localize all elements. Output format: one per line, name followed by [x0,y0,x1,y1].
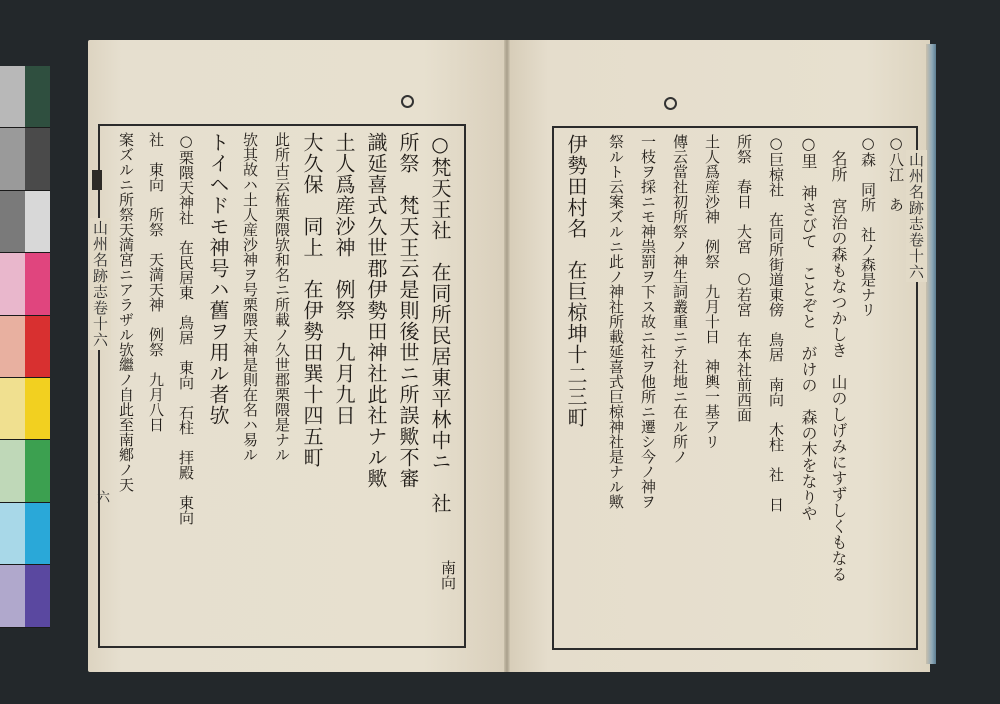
color-swatch [25,440,50,502]
left-folio-number: 六 [94,490,109,503]
right-column-3: ○巨椋社 在同所街道東傍 鳥居 南向 木柱 社 日 [767,134,785,512]
binding-hole-left [401,95,414,108]
left-column-1-note: 南向 [439,560,457,590]
right-margin-title: 山州名跡志卷十六 [907,152,925,280]
right-column-2: ○森 同所 社ノ森是ナリ [859,134,877,317]
left-column-11: 案ズルニ所祭天満宮ニアラザル欤繼ノ自此至南鄕ノ天 [117,132,135,492]
page-edges [926,44,936,664]
color-swatch [25,253,50,315]
left-column-8: トイヘドモ神号ハ舊ヲ用ル者欤 [206,132,230,426]
left-column-5: 大久保 同上 在伊勢田巽十四五町 [300,132,324,468]
right-column-9: 伊勢田村名 在巨椋坤十二三町 [564,134,588,428]
left-column-6: 此所古云𣑊栗隈欤和名ニ所載ノ久世郡栗隈是ナル [273,132,291,462]
margin-fishtail-mark [92,170,102,190]
color-calibration-strip [0,66,50,628]
right-column-poem-1: 名所 宮治の森もなつかしき 山のしげみにすずしくもなる [829,150,848,582]
right-column-6: 傳云當社初所祭ノ神生詞叢重ニテ社地ニ在ル所ノ [671,134,689,464]
color-swatch [25,503,50,565]
color-swatch [0,316,25,378]
color-swatch [25,378,50,440]
left-column-9: ○栗隈天神社 在民居東 鳥居 東向 石柱 拝殿 東向 [177,132,195,525]
binding-hole-right [664,97,677,110]
color-swatch [0,191,25,253]
color-swatch [0,503,25,565]
left-column-3: 識延喜式久世郡伊勢田神社此社ナル歟 [364,132,388,489]
color-swatch [0,378,25,440]
book-gutter [504,40,510,672]
right-column-7: 一枝ヲ採ニモ神祟罰ヲ下ス故ニ社ヲ他所ニ遷シ今ノ神ヲ [639,134,657,509]
color-swatch [25,316,50,378]
right-column-4: 所祭 春日 大宮 ○若宮 在本社前西面 [735,134,753,422]
left-column-1: ○梵天王社 在同所民居東平林中ニ 社 [428,132,452,514]
color-swatch [0,440,25,502]
color-swatch [0,66,25,128]
color-swatch [0,128,25,190]
color-swatch [0,253,25,315]
color-swatch [25,565,50,627]
right-column-poem-2: ○里 神さびて ことぞと がけの 森の木をなりや [799,134,818,521]
left-margin-title: 山州名跡志卷十六 [91,220,109,348]
right-column-1: ○八江 あ [887,134,905,212]
left-column-7: 欤其故ハ土人産沙神ヲ号栗隈天神是則在名ハ易ル [241,132,259,462]
color-swatch [0,565,25,627]
color-swatch [25,191,50,253]
left-column-4: 土人爲産沙神 例祭 九月九日 [332,132,356,426]
left-column-2: 所祭 梵天王云是則後世ニ所誤歟不審 [396,132,420,489]
right-column-5: 土人爲産沙神 例祭 九月十日 神輿一基アリ [703,134,721,449]
color-swatch [25,66,50,128]
right-column-8: 祭ルト云案ズルニ此ノ神社所載延喜式巨椋神社是ナル歟 [607,134,625,509]
color-swatch [25,128,50,190]
left-column-10: 社 東向 所祭 天満天神 例祭 九月八日 [147,132,165,432]
